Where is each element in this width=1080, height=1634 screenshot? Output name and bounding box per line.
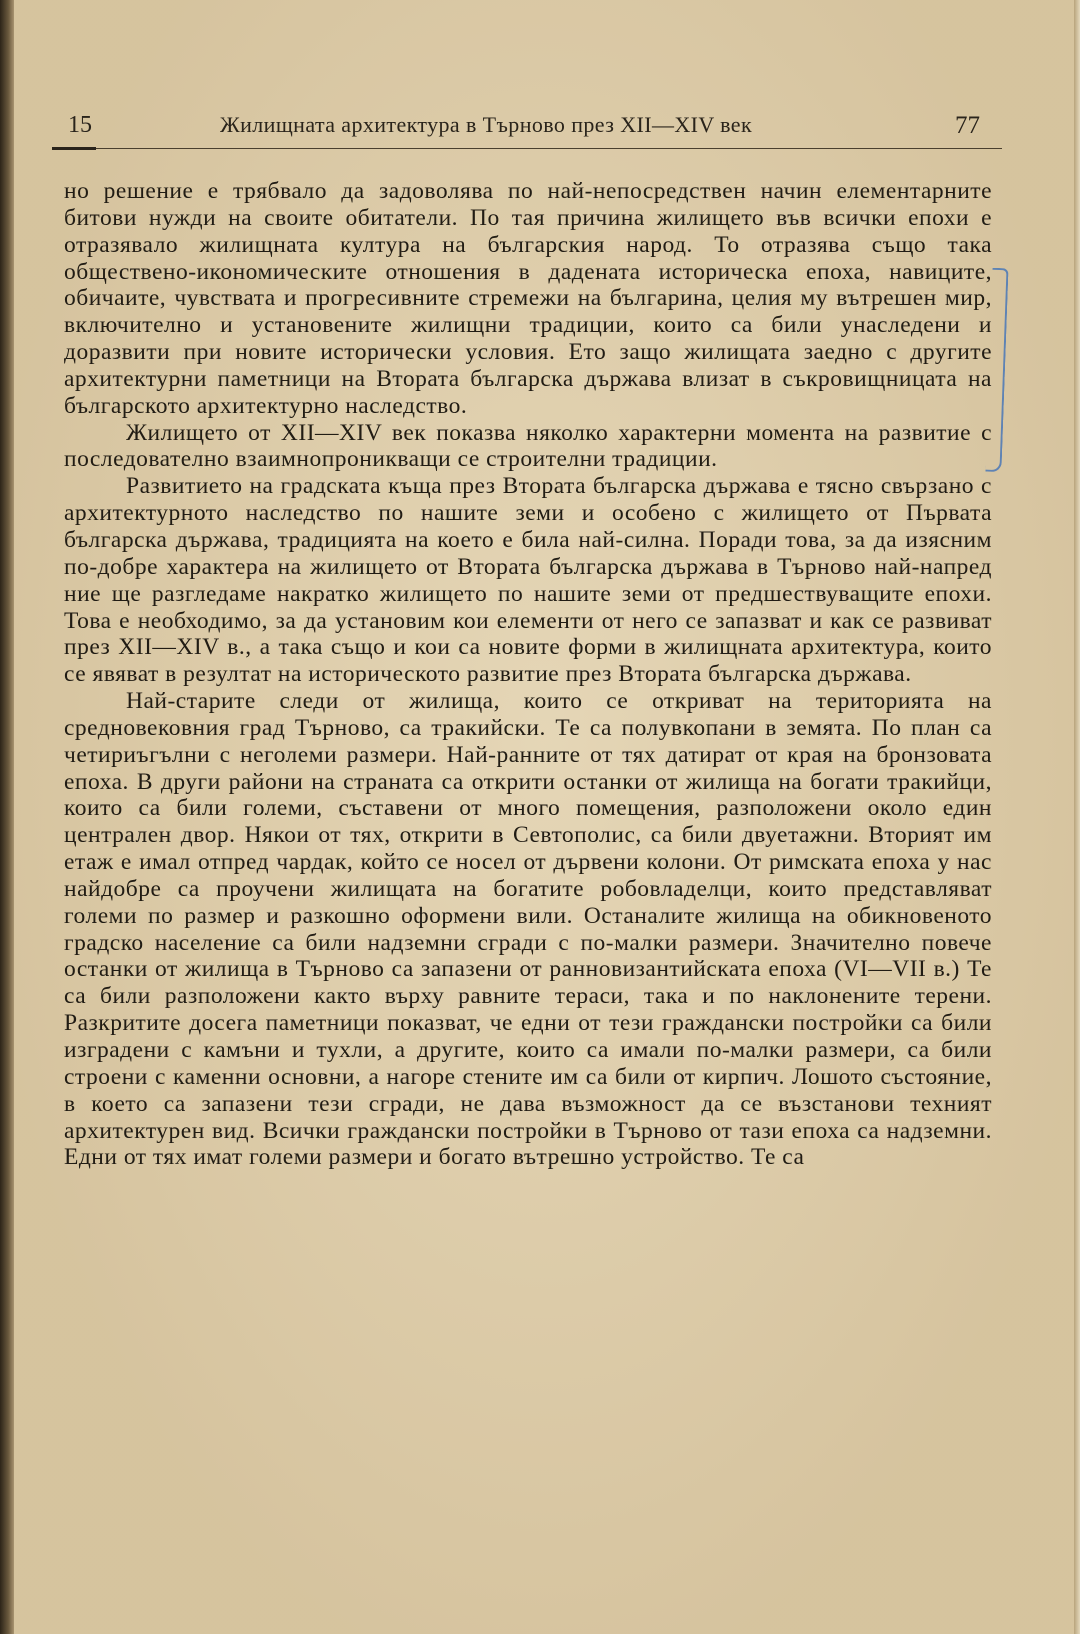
paragraph: но решение е трябвало да задоволява по най-непосредствен начин елементарните битови нужди на своите обитатели. По тая причина жилището във всички епохи е отразявало жилищната култура на българския народ. То отразява също така обществено-икономическите отношения в дадената историческа епоха, навиците, обичаите, чувствата и прогресивните стремежи на българина, целия му вътрешен мир, включително и установените жилищни традиции, които са били унаследени и доразвити при новите исторически условия. Ето защо жилищата заедно с другите архитектурни паметници на Втората българска държава влизат в съкровищницата на българското архитектурно наследство.	[64, 178, 992, 419]
paragraph: Развитието на градската къща през Втората българска държава е тясно свързано с архитектурното наследство по нашите земи и особено с жилището от Първата българска държава, традицията на което е била най-силна. Поради това, за да изясним по-добре характера на жилището от Втората българска държава в Търново най-напред ние ще разгледаме накратко жилището по нашите земи от предшествуващите епохи. Това е необходимо, за да установим кои елементи от него се запазват и как се развиват през XII—XIV в., а така също и кои са новите форми в жилищната архитектура, които се явяват в резултат на историческото развитие през Втората българска държава.	[64, 473, 992, 688]
paragraph: Жилището от XII—XIV век показва няколко характерни момента на развитие с последователно взаимнопроникващи се строителни традиции.	[64, 419, 992, 473]
section-number: 15	[68, 112, 92, 138]
body-text	[64, 178, 992, 1171]
running-title: Жилищната архитектура в Търново през XII—XIV век	[220, 112, 753, 137]
paragraph: Най-старите следи от жилища, които се откриват на територията на средновековния град Търново, са тракийски. Те са полувкопани в земята. По план са четириъгълни с неголеми размери. Най-ранните от тях датират от края на бронзовата епоха. В други райони на страната са открити останки от жилища на богати тракийци, които са били големи, съставени от много помещения, разположени около един централен двор. Някои от тях, открити в Севтополис, са били двуетажни. Вторият им етаж е имал отпред чардак, който се носел от дървени колони. От римската епоха у нас найдобре са проучени жилищата на богатите робовладелци, които представляват големи по размер и разкошно оформени вили. Останалите жилища на обикновеното градско население са били надземни сгради с по-малки размери. Значително повече останки от жилища в Търново са запазени от ранновизантийската епоха (VI—VII в.) Те са били разположени както върху равните тераси, така и по наклонените терени. Разкритите досега паметници показват, че едни от тези граждански постройки са били изградени с камъни и тухли, а другите, които са имали по-малки размери, са били строени с каменни основни, а нагоре стените им са били от кирпич. Лошото състояние, в което са запазени тези сгради, не дава възможност да се възстанови техният архитектурен вид. Всички граждански постройки в Търново от тази епоха са надземни. Едни от тях имат големи размери и богато вътрешно устройство. Те са	[64, 688, 992, 1171]
book-spine-shadow	[0, 0, 14, 1634]
page-edge	[1074, 0, 1080, 1634]
running-header	[60, 112, 990, 152]
book-page	[14, 0, 1074, 1634]
header-rule	[52, 148, 1002, 149]
page-number: 77	[955, 112, 980, 139]
header-rule-accent	[52, 147, 96, 150]
